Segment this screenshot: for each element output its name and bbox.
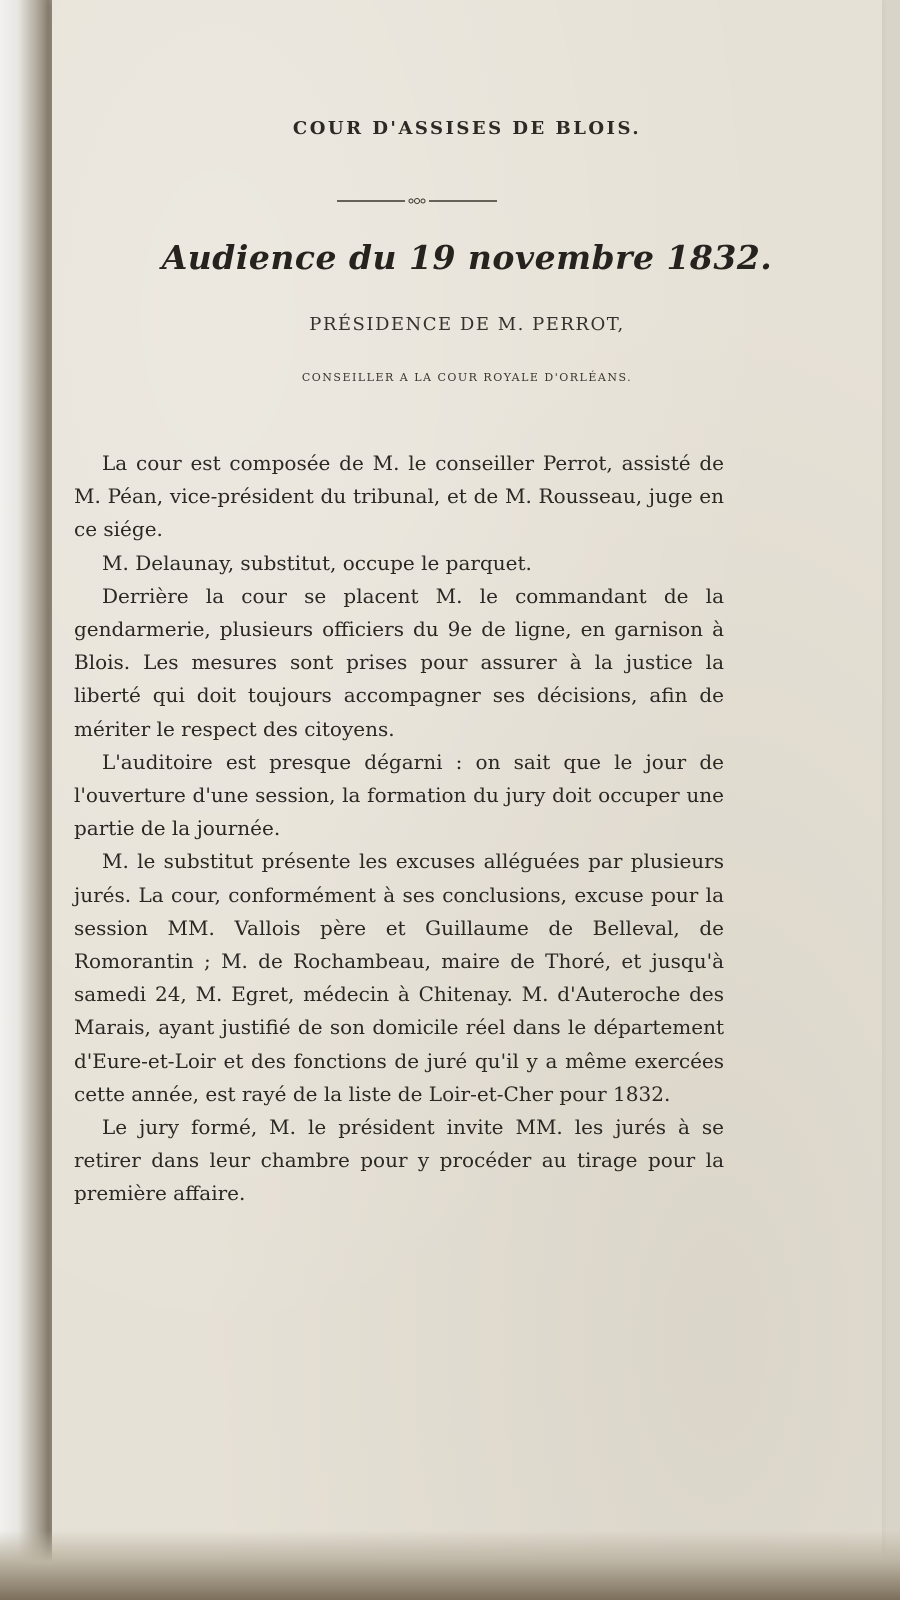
- book-spine-edge: [0, 0, 60, 1600]
- presidence-line: PRÉSIDENCE DE M. PERROT,: [309, 314, 625, 335]
- ornament-divider: [337, 195, 497, 207]
- conseiller-line: CONSEILLER A LA COUR ROYALE D'ORLÉANS.: [301, 371, 633, 384]
- paragraph: Le jury formé, M. le président invite MM. les jurés à se retirer dans leur chambre pour y procéder au tirage pour la première affaire.: [74, 1115, 724, 1206]
- book-page: [52, 0, 882, 1575]
- paragraph: La cour est composée de M. le conseiller Perrot, assisté de M. Péan, vice-président du tribunal, et de M. Rousseau, juge en ce siége.: [74, 451, 724, 542]
- paragraph: M. le substitut présente les excuses alléguées par plusieurs jurés. La cour, conformément à ses conclusions, excuse pour la session MM. Vallois père et Guillaume de Belleval, de Romorantin ; M. de Rochambeau, maire de Thoré, et jusqu'à samedi 24, M. Egret, médecin à Chitenay. M. d'Auteroche des Marais, ayant justifié de son domicile réel dans le département d'Eure-et-Loir et des fonctions de juré qu'il y a même exercées cette année, est rayé de la liste de Loir-et-Cher pour 1832.: [74, 849, 724, 1106]
- court-heading: COUR D'ASSISES DE BLOIS.: [292, 118, 642, 139]
- audience-title: Audience du 19 novembre 1832.: [161, 238, 773, 277]
- page-bottom-shadow: [0, 1530, 900, 1600]
- body-text: [74, 447, 724, 1211]
- paragraph: M. Delaunay, substitut, occupe le parquet.: [102, 550, 532, 575]
- paragraph: Derrière la cour se placent M. le commandant de la gendarmerie, plusieurs officiers du 9e de ligne, en garnison à Blois. Les mesures sont prises pour assurer à la justice la liberté qui doit toujours accompagner ses décisions, afin de mériter le respect des citoyens.: [74, 583, 724, 741]
- paragraph: L'auditoire est presque dégarni : on sait que le jour de l'ouverture d'une session, la formation du jury doit occuper une partie de la journée.: [74, 749, 724, 841]
